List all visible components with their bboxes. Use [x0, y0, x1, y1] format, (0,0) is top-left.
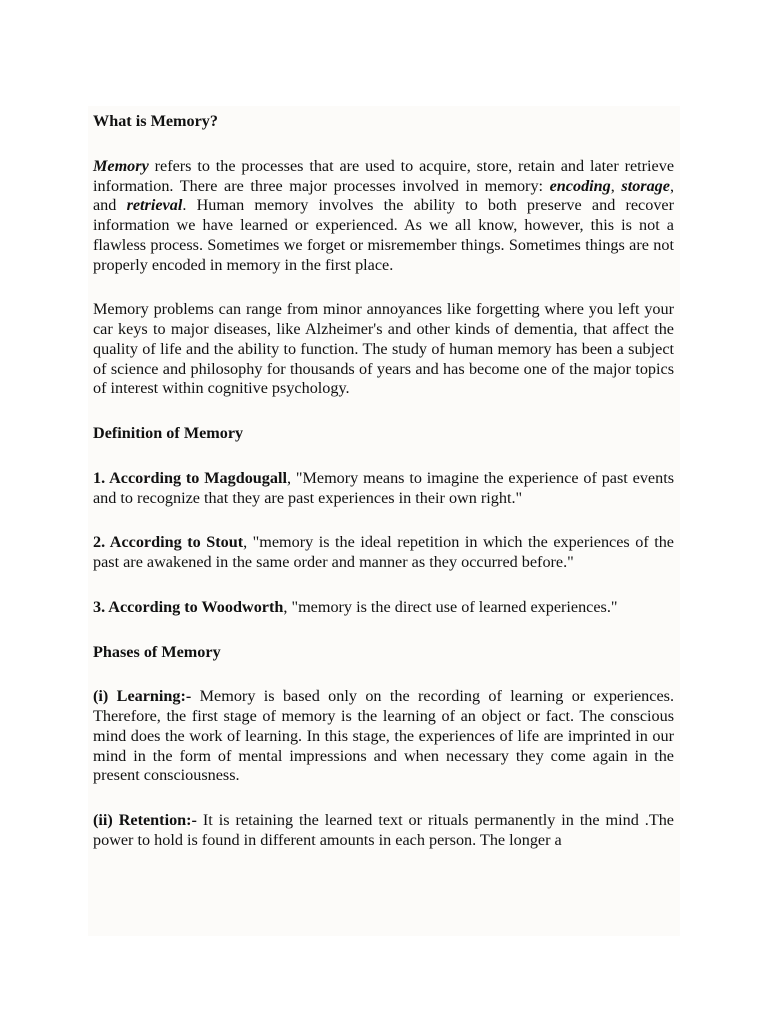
document-content: [88, 106, 680, 936]
definition-text: , "Memory means to imagine the experience of past events and to recognize that they are past experiences in their own right.": [93, 468, 674, 507]
definition-magdougall: [93, 469, 674, 509]
definition-label: 2. According to Stout: [93, 533, 244, 552]
heading-definition-of-memory: Definition of Memory: [93, 424, 244, 442]
definition-stout: [93, 533, 674, 573]
definition-text: , "memory is the ideal repetition in which the experiences of the past are awakened in the same order and manner as they occurred before.": [93, 533, 674, 571]
phase-retention: [93, 811, 674, 851]
heading-what-is-memory: What is Memory?: [93, 112, 218, 130]
text-column: [93, 112, 674, 876]
paragraph-memory-intro: [93, 157, 674, 276]
definition-label: 3. According to Woodworth: [93, 597, 284, 616]
phase-label: (i) Learning:-: [93, 687, 192, 706]
term-storage: storage: [621, 176, 670, 195]
intro-text-part-2: . Human memory involves the ability to both preserve and recover information we have learned or experienced. As we all know, however, this is not a flawless process. Sometimes we forget or misremember things. Sometimes things are not properly encoded in memory in the first place.: [93, 196, 674, 274]
term-retrieval: retrieval: [126, 196, 183, 215]
term-memory: Memory: [93, 156, 149, 175]
phase-text: Memory is based only on the recording of learning or experiences. Therefore, the first stage of memory is the learning of an object or fact. The conscious mind does the work of learning. In this stage, the experiences of life are imprinted in our mind in the form of mental impressions and when necessary they come again in the present consciousness.: [93, 687, 674, 785]
paragraph-memory-problems: Memory problems can range from minor annoyances like forgetting where you left your car keys to major diseases, like Alzheimer's and other kinds of dementia, that affect the quality of life and the ability to function. The study of human memory has been a subject of science and philosophy for thousands of years and has become one of the major topics of interest within cognitive psychology.: [93, 300, 674, 398]
intro-text-part-1: refers to the processes that are used to acquire, store, retain and later retrieve information. There are three major processes involved in memory:: [93, 156, 674, 195]
phase-label: (ii) Retention:-: [93, 811, 197, 829]
term-encoding: encoding: [549, 176, 611, 195]
definition-woodworth: [93, 598, 674, 618]
phase-learning: [93, 687, 674, 786]
intro-separator-1: ,: [610, 176, 622, 195]
heading-phases-of-memory: Phases of Memory: [93, 642, 221, 661]
phase-text: It is retaining the learned text or rituals permanently in the mind .The power to hold is found in different amounts in each person. The longer a: [93, 811, 674, 849]
intro-separator-2: , and: [93, 176, 674, 215]
definition-label: 1. According to Magdougall: [93, 468, 287, 487]
definition-text: , "memory is the direct use of learned experiences.": [283, 597, 618, 616]
